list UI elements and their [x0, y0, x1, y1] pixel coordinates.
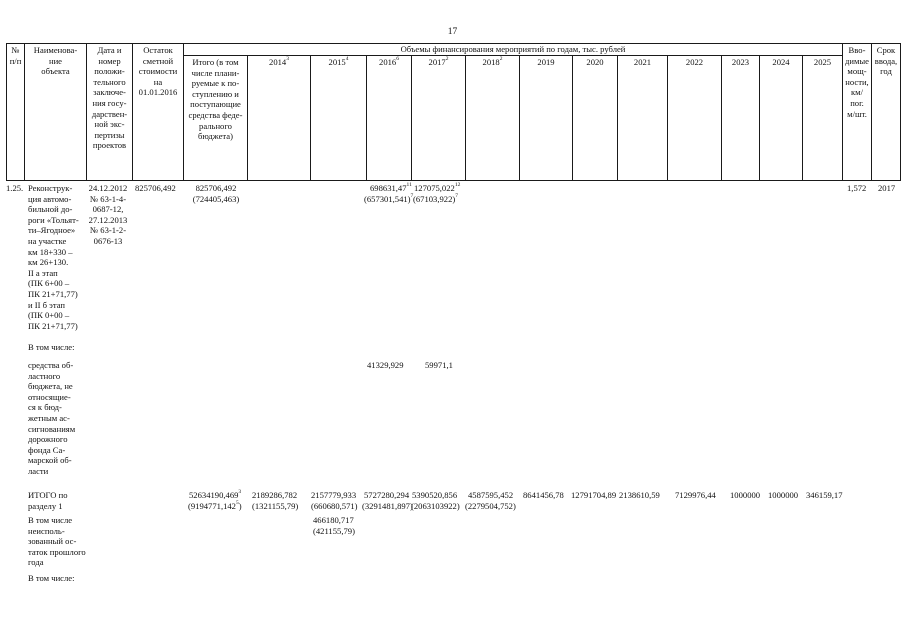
- rule-v8: [411, 55, 412, 181]
- rule-v16: [802, 55, 803, 181]
- row-125-in-that: В том числе:: [28, 342, 75, 352]
- rule-v6: [310, 55, 311, 181]
- section-total-2016: 5727280,294: [364, 490, 410, 500]
- row-125-total-fed: (724405,463): [192, 194, 240, 204]
- section-total-2018: 4587595,452: [468, 490, 514, 500]
- section-total-2015: 2157779,933: [311, 490, 357, 500]
- section-total-2019: 8641456,78: [523, 490, 564, 500]
- col-term-header: Срок ввода, год: [874, 45, 898, 77]
- row-125-2016: 698631,47$^{11}$: [370, 182, 412, 193]
- rule-v15: [759, 55, 760, 181]
- row-125-term: 2017: [878, 183, 896, 193]
- col-name-header: Наименова- ние объекта: [33, 45, 78, 77]
- section-total-total: 52634190,469$^3$: [189, 489, 242, 500]
- col-year-2023-header: 2023: [731, 57, 750, 67]
- col-total-header: Итого (в том числе плани- руемые к по- ступлению и поступающие средства феде- рального бюджета): [188, 57, 243, 142]
- col-year-2021-header: 2021: [633, 57, 652, 67]
- section-total-2021: 2138610,59: [619, 490, 660, 500]
- row-125-capacity: 1,572: [847, 183, 867, 193]
- funding-table-header: [6, 43, 901, 181]
- col-num-header: № п/п: [9, 45, 22, 66]
- row-125-2017-fed: $(67103,922)^7$: [413, 193, 458, 204]
- section-total-2015-fed: (660680,571): [311, 501, 358, 511]
- col-year-2025-header: 2025: [813, 57, 832, 67]
- regional-budget-2016: 41329,929: [367, 360, 404, 370]
- row-125-name: Реконструк- ция автомо- бильной до- роги «Тольят- ти–Ягодное» на участке км 18+330 – км 26+130. II а этап (ПК 6+00 – ПК 21+71,77) и II б этап (ПК 0+00 – ПК 21+71,77): [28, 183, 79, 331]
- section-total-2014: 2189286,782: [252, 490, 298, 500]
- section-total-2022: 7129976,44: [675, 490, 716, 500]
- section-total-2018-fed: (2279504,752): [465, 501, 516, 511]
- unused-balance-2015-fed: (421155,79): [313, 526, 355, 536]
- row-125-date: 24.12.2012 № 63-1-4- 0687-12, 27.12.2013 № 63-1-2- 0676-13: [88, 183, 128, 246]
- col-capacity-header: Вво- димые мощ- ности, км/ пог. м/шт.: [845, 45, 869, 119]
- rule-v12: [617, 55, 618, 181]
- rule-v7: [366, 55, 367, 181]
- section-total-2020: 12791704,89: [571, 490, 617, 500]
- rule-funding-title: [183, 55, 842, 56]
- col-date-header: Дата и номер положи- тельного заключе- ния госу- дарствен- ной экс- пертизы проектов: [91, 45, 128, 151]
- unused-balance-name: В том числе неисполь- зованный ос- таток прошлого года: [28, 515, 86, 568]
- rule-v9: [465, 55, 466, 181]
- rule-v19: [900, 43, 901, 181]
- section-total-name: ИТОГО по разделу 1: [28, 490, 68, 511]
- row-125-total: 825706,492: [195, 183, 237, 193]
- col-year-2019-header: 2019: [537, 57, 555, 67]
- funding-title: Объемы финансирования мероприятий по годам, тыс. рублей: [400, 44, 626, 54]
- regional-budget-name: средства об- ластного бюджета, не относящие- ся к бюд- жетным ас- сигнованиям дорожного фонда Са- марской об- ласти: [28, 360, 76, 476]
- section-total-2023: 1000000: [730, 490, 761, 500]
- col-year-2018-header: 2018$^2$: [482, 56, 503, 67]
- in-that-bottom: В том числе:: [28, 573, 75, 583]
- section-total-2017: 5390520,856: [412, 490, 458, 500]
- row-125-2016-fed: $(657301,541)^7$: [364, 193, 414, 204]
- rule-bottom: [6, 180, 901, 181]
- section-total-2016-fed: (3291481,897): [362, 501, 413, 511]
- regional-budget-2017: 59971,1: [425, 360, 453, 370]
- col-year-2022-header: 2022: [685, 57, 704, 67]
- section-total-2017-fed: (2063103922): [411, 501, 460, 511]
- section-total-2014-fed: (1321155,79): [252, 501, 299, 511]
- row-125-2017: 127075,022$^{12}$: [414, 182, 461, 193]
- col-year-2020-header: 2020: [586, 57, 604, 67]
- rule-v5: [247, 55, 248, 181]
- col-balance-header: Остаток сметной стоимости на 01.01.2016: [138, 45, 178, 98]
- section-total-total-fed: (9194771,142$^5$): [188, 500, 242, 511]
- page-number: 17: [447, 27, 458, 37]
- rule-v13: [667, 55, 668, 181]
- row-125-num: 1.25.: [6, 183, 24, 193]
- section-total-2025: 346159,17: [806, 490, 843, 500]
- rule-v10: [519, 55, 520, 181]
- row-125-balance: 825706,492: [135, 183, 176, 193]
- col-year-2017-header: 2017$^2$: [428, 56, 449, 67]
- col-year-2015-header: 2015$^4$: [328, 56, 349, 67]
- col-year-2016-header: 2016$^6$: [379, 56, 399, 67]
- rule-v11: [572, 55, 573, 181]
- section-total-2024: 1000000: [768, 490, 799, 500]
- unused-balance-2015: 466180,717: [313, 515, 354, 525]
- col-year-2024-header: 2024: [772, 57, 790, 67]
- col-year-2014-header: 2014$^3$: [269, 56, 289, 67]
- rule-v14: [721, 55, 722, 181]
